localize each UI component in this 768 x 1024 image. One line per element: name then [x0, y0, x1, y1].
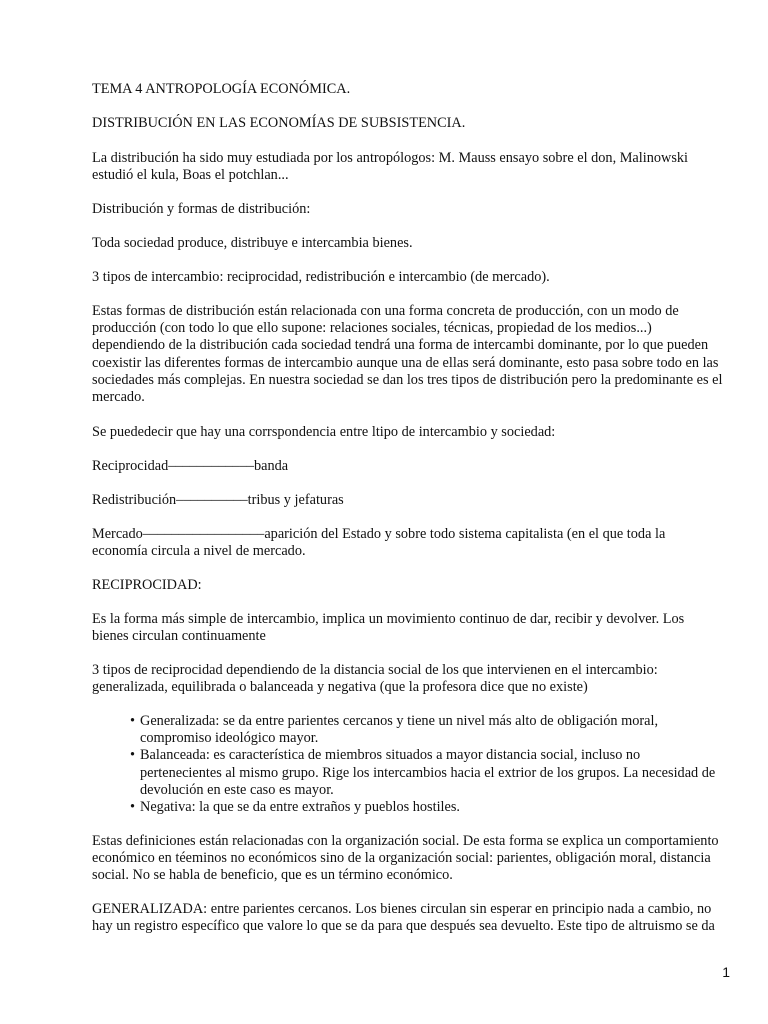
page-number: 1: [722, 964, 730, 980]
reciprocidad-types: 3 tipos de reciprocidad dependiendo de la distancia social de los que intervienen en el intercambio: generalizada, equilibrada o balanceada y negativa (que la profesora dice que no existe): [92, 662, 658, 696]
bullet-item-generalizada: [92, 713, 724, 747]
definitions-paragraph: Estas definiciones están relacionadas con la organización social. De esta forma se explica un comportamiento económico en téeminos no económicos sino de la organización social: parientes, obligación moral, distancia social. No se habla de beneficio, que es un término económico.: [92, 833, 719, 884]
bullet-dot-icon: •: [130, 747, 136, 764]
bullet-text: Balanceada: es característica de miembros situados a mayor distancia social, incluso no pertenecientes al mismo grupo. Rige los intercambios hacia el extrior de los grupos. La necesidad de devolución en este caso es mayor.: [140, 747, 716, 798]
paragraph-6: Se puededecir que hay una corrspondencia entre ltipo de intercambio y sociedad:: [92, 424, 556, 440]
correspondence-line-3: Mercado–––––––––––––––––aparición del Estado y sobre todo sistema capitalista (en el que toda la economía circula a nivel de mercado.: [92, 526, 666, 560]
paragraph-5: Estas formas de distribución están relacionada con una forma concreta de producción, con un modo de producción (con todo lo que ello supone: relaciones sociales, técnicas, propiedad de los medios...) dependiendo de la distribución cada sociedad tendrá una forma de intercambi dominante, por lo que pueden coexistir las diferentes formas de intercambio aunque una de ellas será dominante, esto pasa sobre todo en las sociedades más complejas. En nuestra sociedad se dan los tres tipos de distribución pero la predominante es el mercado.: [92, 303, 723, 406]
bullet-text: Generalizada: se da entre parientes cercanos y tiene un nivel más alto de obligación moral, compromiso ideológico mayor.: [140, 713, 659, 747]
section-title: DISTRIBUCIÓN EN LAS ECONOMÍAS DE SUBSISTENCIA.: [92, 115, 466, 131]
bullet-text: Negativa: la que se da entre extraños y pueblos hostiles.: [140, 799, 460, 816]
reciprocidad-intro: Es la forma más simple de intercambio, implica un movimiento continuo de dar, recibir y devolver. Los bienes circulan continuamente: [92, 611, 685, 645]
generalizada-paragraph: GENERALIZADA: entre parientes cercanos. Los bienes circulan sin esperar en principio nada a cambio, no hay un registro específico que valore lo que se da para que después sea devuelto. Este tipo de altruismo se da: [92, 901, 715, 935]
paragraph-2: Distribución y formas de distribución:: [92, 201, 311, 217]
paragraph-4: 3 tipos de intercambio: reciprocidad, redistribución e intercambio (de mercado).: [92, 269, 550, 285]
page-title: TEMA 4 ANTROPOLOGÍA ECONÓMICA.: [92, 81, 351, 97]
correspondence-line-1: Reciprocidad––––––––––––banda: [92, 458, 289, 474]
reciprocidad-bullet-list: [92, 713, 724, 816]
bullet-dot-icon: •: [130, 713, 136, 729]
bullet-item-negativa: [92, 799, 724, 816]
paragraph-1: La distribución ha sido muy estudiada por los antropólogos: M. Mauss ensayo sobre el don, Malinowski estudió el kula, Boas el potchlan...: [92, 150, 689, 184]
bullet-item-balanceada: [92, 747, 724, 799]
bullet-dot-icon: •: [130, 799, 136, 816]
paragraph-3: Toda sociedad produce, distribuye e intercambia bienes.: [92, 235, 413, 251]
correspondence-line-2: Redistribución––––––––––tribus y jefaturas: [92, 492, 344, 508]
reciprocidad-heading: RECIPROCIDAD:: [92, 577, 202, 593]
